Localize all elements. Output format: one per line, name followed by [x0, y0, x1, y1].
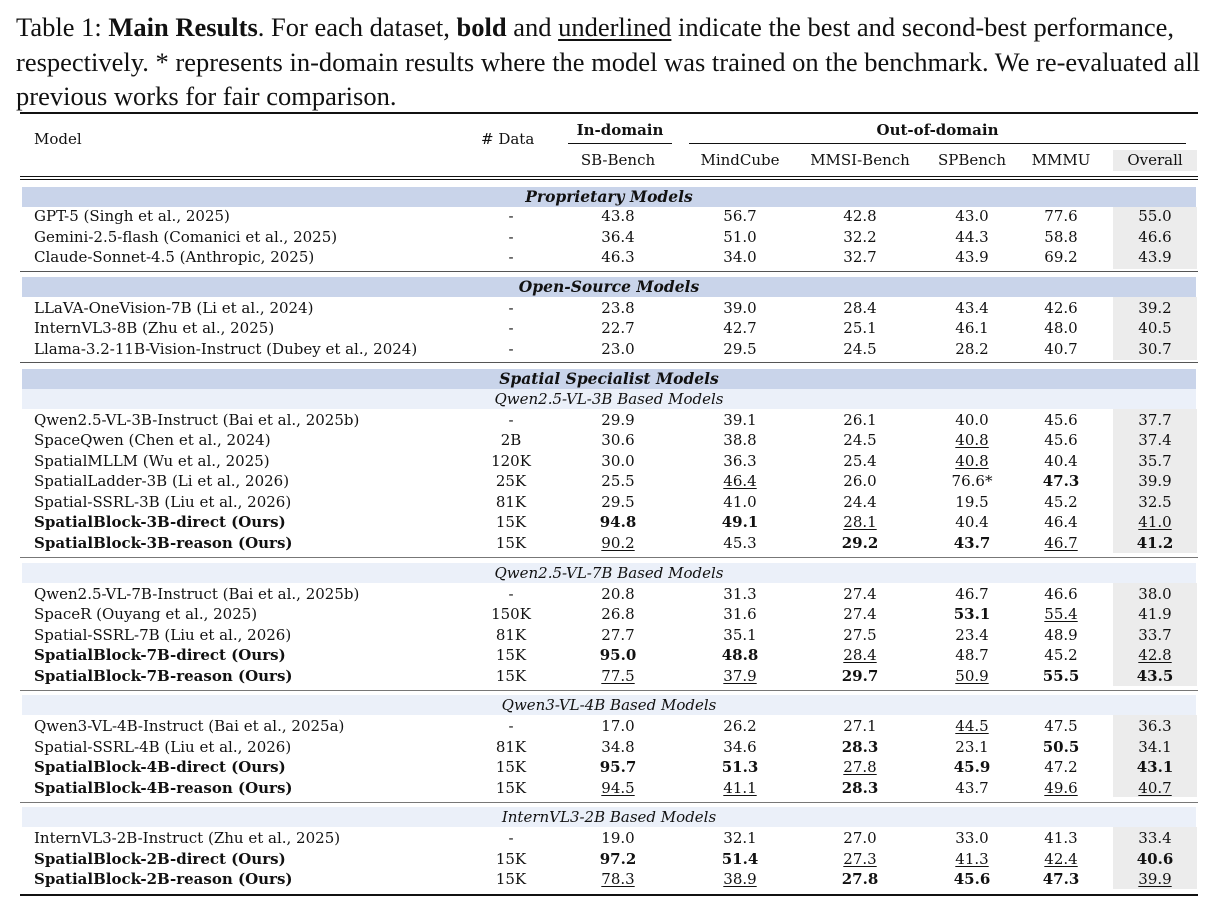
header-mindcube: MindCube	[700, 151, 780, 169]
sb-bench-score: 20.8	[601, 585, 635, 603]
sb-bench-score: 22.7	[601, 319, 635, 337]
mmmu-score: 69.2	[1044, 248, 1078, 266]
overall-score: 55.0	[1138, 207, 1172, 225]
subgroup-rule-3	[20, 802, 1198, 803]
mindcube-score: 38.9	[723, 870, 757, 888]
mmmu-score: 47.3	[1042, 870, 1080, 888]
mmmu-score: 48.9	[1044, 626, 1078, 644]
table-row	[20, 625, 1198, 645]
table-row	[20, 410, 1198, 430]
overall-score: 41.0	[1138, 513, 1172, 531]
spbench-score: 43.7	[953, 534, 991, 552]
mmsi-bench-score: 24.5	[843, 340, 877, 358]
overall-score: 37.7	[1138, 411, 1172, 429]
mmsi-bench-score: 27.4	[843, 585, 877, 603]
table-row	[20, 737, 1198, 757]
overall-score: 43.1	[1136, 758, 1174, 776]
results-table	[20, 112, 1198, 898]
overall-score: 36.3	[1138, 717, 1172, 735]
caption-title: Main Results	[108, 12, 258, 42]
mmmu-score: 77.6	[1044, 207, 1078, 225]
sb-bench-score: 29.9	[601, 411, 635, 429]
mindcube-score: 41.0	[723, 493, 757, 511]
spbench-score: 50.9	[955, 667, 989, 685]
model-name: Spatial-SSRL-7B (Liu et al., 2026)	[34, 626, 292, 644]
header-mmmu: MMMU	[1031, 151, 1091, 169]
mmmu-score: 40.4	[1044, 452, 1078, 470]
subgroup-title: InternVL3-2B Based Models	[501, 808, 717, 826]
table-row	[20, 471, 1198, 491]
spbench-score: 76.6*	[951, 472, 993, 490]
spbench-score: 43.9	[955, 248, 989, 266]
table-row	[20, 584, 1198, 604]
overall-score: 40.7	[1138, 779, 1172, 797]
table-row	[20, 757, 1198, 777]
mindcube-score: 46.4	[723, 472, 757, 490]
section-rule-1	[20, 271, 1198, 272]
spbench-score: 33.0	[955, 829, 989, 847]
table-row	[20, 778, 1198, 798]
subgroup-rule-2	[20, 690, 1198, 691]
mmmu-score: 50.5	[1042, 738, 1080, 756]
sb-bench-score: 95.7	[599, 758, 637, 776]
model-name: SpaceQwen (Chen et al., 2024)	[34, 431, 271, 449]
spbench-score: 45.6	[953, 870, 991, 888]
top-rule	[20, 112, 1198, 114]
overall-score: 34.1	[1138, 738, 1172, 756]
caption-label: Table 1:	[16, 12, 102, 42]
overall-score: 46.6	[1138, 228, 1172, 246]
sb-bench-score: 90.2	[601, 534, 635, 552]
overall-score: 41.2	[1136, 534, 1174, 552]
overall-score: 37.4	[1138, 431, 1172, 449]
overall-score: 30.7	[1138, 340, 1172, 358]
table-row	[20, 206, 1198, 226]
mmmu-score: 40.7	[1044, 340, 1078, 358]
table-row	[20, 716, 1198, 736]
section-title: Spatial Specialist Models	[499, 369, 719, 388]
sb-bench-score: 97.2	[599, 850, 637, 868]
mindcube-score: 48.8	[721, 646, 759, 664]
mmmu-score: 46.6	[1044, 585, 1078, 603]
sb-bench-score: 29.5	[601, 493, 635, 511]
header-model: Model	[34, 130, 82, 148]
table-row	[20, 298, 1198, 318]
model-name: SpatialBlock-4B-direct (Ours)	[34, 758, 286, 776]
mmmu-score: 47.2	[1044, 758, 1078, 776]
spbench-score: 23.1	[955, 738, 989, 756]
overall-score: 39.2	[1138, 299, 1172, 317]
sb-bench-score: 23.0	[601, 340, 635, 358]
overall-score: 33.4	[1138, 829, 1172, 847]
mmsi-bench-score: 24.4	[843, 493, 877, 511]
mmsi-bench-score: 27.5	[843, 626, 877, 644]
sb-bench-score: 23.8	[601, 299, 635, 317]
model-name: InternVL3-8B (Zhu et al., 2025)	[34, 319, 275, 337]
section-title: Proprietary Models	[525, 187, 693, 206]
mmmu-score: 49.6	[1044, 779, 1078, 797]
sb-bench-score: 27.7	[601, 626, 635, 644]
overall-score: 40.6	[1136, 850, 1174, 868]
mmmu-score: 48.0	[1044, 319, 1078, 337]
mmsi-bench-score: 25.1	[843, 319, 877, 337]
spbench-score: 46.1	[955, 319, 989, 337]
mindcube-score: 51.3	[721, 758, 759, 776]
mmsi-bench-score: 27.8	[841, 870, 879, 888]
mmsi-bench-score: 27.3	[843, 850, 877, 868]
mindcube-score: 34.6	[723, 738, 757, 756]
overall-score: 43.9	[1138, 248, 1172, 266]
mmsi-bench-score: 27.1	[843, 717, 877, 735]
header-sb-bench: SB-Bench	[580, 151, 656, 169]
data-size: 25K	[495, 472, 527, 490]
model-name: Spatial-SSRL-4B (Liu et al., 2026)	[34, 738, 292, 756]
header-out-of-domain: Out-of-domain	[876, 121, 999, 139]
model-name: SpatialBlock-2B-reason (Ours)	[34, 870, 293, 888]
mindcube-score: 51.0	[723, 228, 757, 246]
caption-bold-word: bold	[456, 12, 507, 42]
overall-score: 39.9	[1138, 472, 1172, 490]
section-rule-2	[20, 362, 1198, 363]
sb-bench-score: 25.5	[601, 472, 635, 490]
mmsi-bench-score: 28.3	[841, 779, 879, 797]
in-domain-rule	[568, 143, 672, 144]
data-size: -	[508, 340, 514, 358]
data-size: -	[508, 411, 514, 429]
mindcube-score: 49.1	[721, 513, 759, 531]
sb-bench-score: 36.4	[601, 228, 635, 246]
table-row	[20, 869, 1198, 889]
data-size: 120K	[491, 452, 531, 470]
spbench-score: 44.5	[955, 717, 989, 735]
header-rule-1	[20, 176, 1198, 177]
table-row	[20, 492, 1198, 512]
sb-bench-score: 30.0	[601, 452, 635, 470]
model-name: GPT-5 (Singh et al., 2025)	[34, 207, 230, 225]
data-size: 81K	[495, 626, 527, 644]
model-name: SpatialBlock-4B-reason (Ours)	[34, 779, 293, 797]
mindcube-score: 31.6	[723, 605, 757, 623]
data-size: 15K	[495, 870, 527, 888]
spbench-score: 48.7	[955, 646, 989, 664]
sb-bench-score: 46.3	[601, 248, 635, 266]
model-name: SpatialBlock-2B-direct (Ours)	[34, 850, 286, 868]
mmmu-score: 45.2	[1044, 493, 1078, 511]
sb-bench-score: 78.3	[601, 870, 635, 888]
sb-bench-score: 26.8	[601, 605, 635, 623]
overall-score: 39.9	[1138, 870, 1172, 888]
table-row	[20, 318, 1198, 338]
spbench-score: 23.4	[955, 626, 989, 644]
spbench-score: 28.2	[955, 340, 989, 358]
header-data: # Data	[481, 130, 535, 148]
data-size: 15K	[495, 779, 527, 797]
mindcube-score: 41.1	[723, 779, 757, 797]
section-title: Open-Source Models	[518, 277, 700, 296]
model-name: SpatialBlock-3B-direct (Ours)	[34, 513, 286, 531]
overall-score: 43.5	[1136, 667, 1174, 685]
mmmu-score: 42.4	[1044, 850, 1078, 868]
mmmu-score: 46.7	[1044, 534, 1078, 552]
bottom-rule	[20, 894, 1198, 896]
model-name: Claude-Sonnet-4.5 (Anthropic, 2025)	[34, 248, 315, 266]
caption-text-1: . For each dataset,	[257, 12, 457, 42]
mmsi-bench-score: 26.1	[843, 411, 877, 429]
overall-score: 38.0	[1138, 585, 1172, 603]
sb-bench-score: 94.8	[599, 513, 637, 531]
mmmu-score: 55.4	[1044, 605, 1078, 623]
mmmu-score: 42.6	[1044, 299, 1078, 317]
mmsi-bench-score: 27.8	[843, 758, 877, 776]
mmsi-bench-score: 28.4	[843, 299, 877, 317]
spbench-score: 40.8	[955, 431, 989, 449]
data-size: 15K	[495, 534, 527, 552]
subgroup-title: Qwen2.5-VL-7B Based Models	[494, 564, 724, 582]
table-row	[20, 339, 1198, 359]
mmsi-bench-score: 29.2	[841, 534, 879, 552]
mmsi-bench-score: 28.1	[843, 513, 877, 531]
table-row	[20, 430, 1198, 450]
sb-bench-score: 95.0	[599, 646, 637, 664]
model-name: Qwen2.5-VL-7B-Instruct (Bai et al., 2025b)	[34, 585, 360, 603]
caption-text-2: and	[506, 12, 559, 42]
data-size: -	[508, 585, 514, 603]
header-mmsi-bench: MMSI-Bench	[810, 151, 910, 169]
subgroup-rule-1	[20, 557, 1198, 558]
model-name: LLaVA-OneVision-7B (Li et al., 2024)	[34, 299, 314, 317]
mmmu-score: 46.4	[1044, 513, 1078, 531]
mmmu-score: 45.6	[1044, 431, 1078, 449]
subgroup-title: Qwen3-VL-4B Based Models	[501, 696, 717, 714]
spbench-score: 43.4	[955, 299, 989, 317]
data-size: -	[508, 248, 514, 266]
spbench-score: 43.0	[955, 207, 989, 225]
sb-bench-score: 19.0	[601, 829, 635, 847]
data-size: 15K	[495, 513, 527, 531]
sb-bench-score: 34.8	[601, 738, 635, 756]
mmsi-bench-score: 32.2	[843, 228, 877, 246]
model-name: SpaceR (Ouyang et al., 2025)	[34, 605, 258, 623]
mmmu-score: 45.2	[1044, 646, 1078, 664]
mindcube-score: 36.3	[723, 452, 757, 470]
header-spbench: SPBench	[938, 151, 1006, 169]
mmmu-score: 41.3	[1044, 829, 1078, 847]
mmsi-bench-score: 25.4	[843, 452, 877, 470]
overall-score: 42.8	[1138, 646, 1172, 664]
mindcube-score: 45.3	[723, 534, 757, 552]
out-domain-rule	[689, 143, 1186, 144]
header-rule-2	[20, 179, 1198, 180]
spbench-score: 40.4	[955, 513, 989, 531]
spbench-score: 43.7	[955, 779, 989, 797]
mindcube-score: 26.2	[723, 717, 757, 735]
model-name: Llama-3.2-11B-Vision-Instruct (Dubey et al., 2024)	[34, 340, 418, 358]
data-size: -	[508, 319, 514, 337]
data-size: 15K	[495, 646, 527, 664]
sb-bench-score: 43.8	[601, 207, 635, 225]
mmsi-bench-score: 27.4	[843, 605, 877, 623]
mmsi-bench-score: 32.7	[843, 248, 877, 266]
spbench-score: 40.8	[955, 452, 989, 470]
mindcube-score: 38.8	[723, 431, 757, 449]
data-size: 15K	[495, 667, 527, 685]
header-overall: Overall	[1127, 151, 1183, 169]
spbench-score: 44.3	[955, 228, 989, 246]
table-row	[20, 645, 1198, 665]
mmmu-score: 45.6	[1044, 411, 1078, 429]
mmsi-bench-score: 28.3	[841, 738, 879, 756]
model-name: InternVL3-2B-Instruct (Zhu et al., 2025)	[34, 829, 341, 847]
model-name: SpatialBlock-7B-reason (Ours)	[34, 667, 293, 685]
mmsi-bench-score: 26.0	[843, 472, 877, 490]
model-name: SpatialBlock-3B-reason (Ours)	[34, 534, 293, 552]
spbench-score: 45.9	[953, 758, 991, 776]
mindcube-score: 39.1	[723, 411, 757, 429]
overall-score: 33.7	[1138, 626, 1172, 644]
spbench-score: 40.0	[955, 411, 989, 429]
data-size: 150K	[491, 605, 531, 623]
mindcube-score: 29.5	[723, 340, 757, 358]
data-size: -	[508, 717, 514, 735]
spbench-score: 41.3	[955, 850, 989, 868]
mmsi-bench-score: 42.8	[843, 207, 877, 225]
mmmu-score: 47.3	[1042, 472, 1080, 490]
mindcube-score: 31.3	[723, 585, 757, 603]
data-size: 81K	[495, 493, 527, 511]
model-name: Spatial-SSRL-3B (Liu et al., 2026)	[34, 493, 292, 511]
header-in-domain: In-domain	[576, 121, 664, 139]
sb-bench-score: 17.0	[601, 717, 635, 735]
overall-score: 41.9	[1138, 605, 1172, 623]
data-size: 81K	[495, 738, 527, 756]
mmsi-bench-score: 27.0	[843, 829, 877, 847]
model-name: Qwen2.5-VL-3B-Instruct (Bai et al., 2025b)	[34, 411, 360, 429]
table-caption	[16, 10, 1206, 114]
spbench-score: 46.7	[955, 585, 989, 603]
table-row	[20, 828, 1198, 848]
mindcube-score: 39.0	[723, 299, 757, 317]
model-name: SpatialBlock-7B-direct (Ours)	[34, 646, 286, 664]
model-name: SpatialMLLM (Wu et al., 2025)	[34, 452, 270, 470]
mindcube-score: 35.1	[723, 626, 757, 644]
mindcube-score: 51.4	[721, 850, 759, 868]
caption-text-3: indicate the best and second-best performance, respectively. * represents in-domain results where the model was trained on the benchmark. We re-evaluated all previous works for fair comparison.	[16, 12, 1201, 111]
model-name: Qwen3-VL-4B-Instruct (Bai et al., 2025a)	[34, 717, 345, 735]
sb-bench-score: 94.5	[601, 779, 635, 797]
mmmu-score: 55.5	[1042, 667, 1080, 685]
data-size: 15K	[495, 850, 527, 868]
mmsi-bench-score: 24.5	[843, 431, 877, 449]
mmmu-score: 47.5	[1044, 717, 1078, 735]
table-row	[20, 227, 1198, 247]
table-row	[20, 512, 1198, 532]
data-size: 15K	[495, 758, 527, 776]
overall-score: 35.7	[1138, 452, 1172, 470]
subgroup-title: Qwen2.5-VL-3B Based Models	[494, 390, 724, 408]
caption-underline-word: underlined	[558, 12, 672, 42]
mindcube-score: 37.9	[723, 667, 757, 685]
spbench-score: 19.5	[955, 493, 989, 511]
mmsi-bench-score: 28.4	[843, 646, 877, 664]
overall-score: 32.5	[1138, 493, 1172, 511]
table-row	[20, 849, 1198, 869]
table-row	[20, 666, 1198, 686]
spbench-score: 53.1	[953, 605, 991, 623]
mmsi-bench-score: 29.7	[841, 667, 879, 685]
mindcube-score: 42.7	[723, 319, 757, 337]
data-size: -	[508, 207, 514, 225]
model-name: SpatialLadder-3B (Li et al., 2026)	[34, 472, 290, 490]
mindcube-score: 34.0	[723, 248, 757, 266]
table-row	[20, 451, 1198, 471]
overall-score: 40.5	[1138, 319, 1172, 337]
table-row	[20, 604, 1198, 624]
model-name: Gemini-2.5-flash (Comanici et al., 2025)	[34, 228, 338, 246]
mindcube-score: 32.1	[723, 829, 757, 847]
data-size: -	[508, 829, 514, 847]
mindcube-score: 56.7	[723, 207, 757, 225]
data-size: -	[508, 299, 514, 317]
table-row	[20, 533, 1198, 553]
mmmu-score: 58.8	[1044, 228, 1078, 246]
sb-bench-score: 30.6	[601, 431, 635, 449]
table-row	[20, 247, 1198, 267]
data-size: -	[508, 228, 514, 246]
sb-bench-score: 77.5	[601, 667, 635, 685]
data-size: 2B	[500, 431, 522, 449]
